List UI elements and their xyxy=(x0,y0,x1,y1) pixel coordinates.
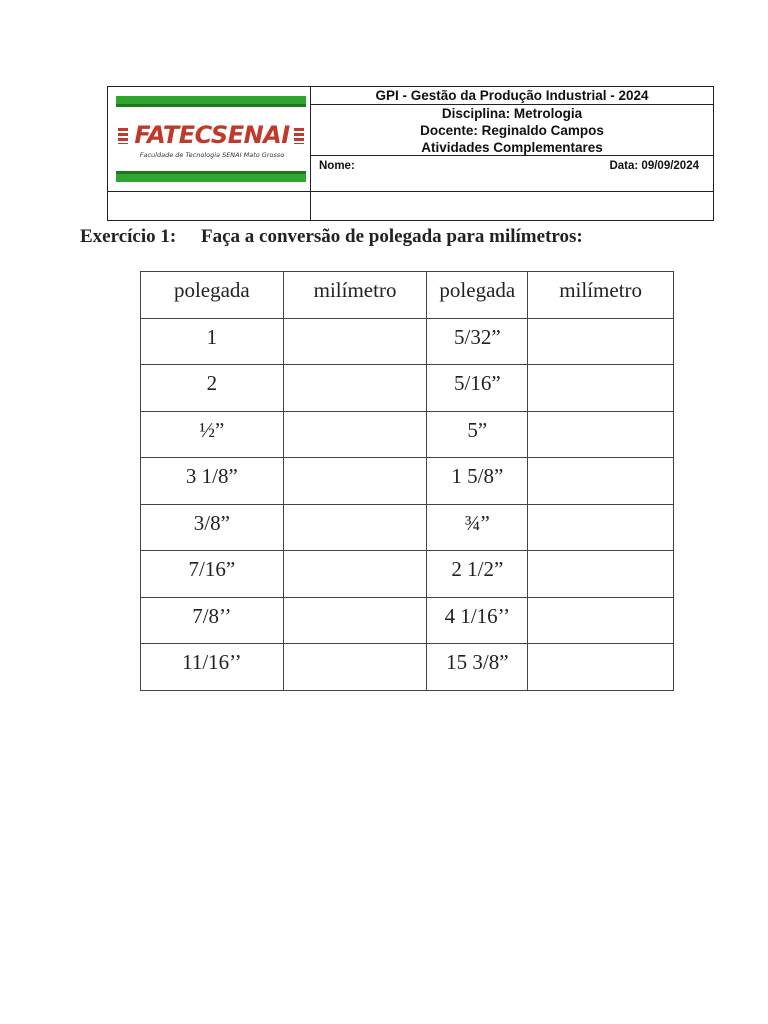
column-header: polegada xyxy=(427,272,528,319)
inch-value: ¾” xyxy=(427,504,528,551)
mm-answer-cell[interactable] xyxy=(283,644,427,691)
table-row xyxy=(141,551,674,598)
inch-value: 11/16’’ xyxy=(141,644,284,691)
mm-answer-cell[interactable] xyxy=(283,318,427,365)
column-header: milímetro xyxy=(283,272,427,319)
table-row xyxy=(141,318,674,365)
inch-value: 15 3/8” xyxy=(427,644,528,691)
logo-green-bar xyxy=(116,96,306,104)
inch-value: 7/16” xyxy=(141,551,284,598)
name-date-row xyxy=(311,155,713,191)
column-header: polegada xyxy=(141,272,284,319)
empty-cell xyxy=(108,191,311,220)
activity-line: Atividades Complementares xyxy=(421,140,603,155)
mm-answer-cell[interactable] xyxy=(528,318,674,365)
header-info xyxy=(311,87,713,191)
mm-answer-cell[interactable] xyxy=(283,597,427,644)
table-row xyxy=(141,458,674,505)
table-row xyxy=(141,644,674,691)
mm-answer-cell[interactable] xyxy=(283,365,427,412)
logo-green-bar xyxy=(116,104,306,107)
mm-answer-cell[interactable] xyxy=(283,411,427,458)
logo-name: FATECSENAI xyxy=(134,121,290,149)
inch-value: 3 1/8” xyxy=(141,458,284,505)
inch-value: 2 1/2” xyxy=(427,551,528,598)
table-row xyxy=(141,411,674,458)
logo-tagline: Faculdade de Tecnologia SENAI Mato Grosso xyxy=(139,151,285,159)
table-row xyxy=(141,365,674,412)
name-label: Nome: xyxy=(319,160,355,172)
table-header-row xyxy=(141,272,674,319)
course-title: GPI - Gestão da Produção Industrial - 2024 xyxy=(311,87,713,105)
exercise-number: Exercício 1: xyxy=(80,226,177,247)
inch-value: 5/16” xyxy=(427,365,528,412)
teacher-line: Docente: Reginaldo Campos xyxy=(420,123,604,138)
inch-value: 1 5/8” xyxy=(427,458,528,505)
logo-cell xyxy=(108,87,311,191)
exercise-instruction: Faça a conversão de polegada para milímetros: xyxy=(201,226,583,247)
table-row xyxy=(141,504,674,551)
conversion-table xyxy=(140,271,674,691)
inch-value: ½” xyxy=(141,411,284,458)
inch-value: 7/8’’ xyxy=(141,597,284,644)
mm-answer-cell[interactable] xyxy=(528,411,674,458)
logo-stripes-icon xyxy=(294,128,304,144)
mm-answer-cell[interactable] xyxy=(283,551,427,598)
inch-value: 5” xyxy=(427,411,528,458)
date-label: Data: 09/09/2024 xyxy=(609,160,699,172)
discipline-line: Disciplina: Metrologia xyxy=(441,106,583,121)
mm-answer-cell[interactable] xyxy=(528,644,674,691)
exercise-heading xyxy=(80,226,700,248)
inch-value: 4 1/16’’ xyxy=(427,597,528,644)
empty-cell xyxy=(311,191,713,220)
mm-answer-cell[interactable] xyxy=(283,504,427,551)
table-row xyxy=(141,597,674,644)
mm-answer-cell[interactable] xyxy=(528,458,674,505)
inch-value: 3/8” xyxy=(141,504,284,551)
inch-value: 5/32” xyxy=(427,318,528,365)
logo-stripes-icon xyxy=(118,128,128,144)
inch-value: 2 xyxy=(141,365,284,412)
mm-answer-cell[interactable] xyxy=(528,504,674,551)
document-header xyxy=(107,86,714,221)
fatec-senai-logo xyxy=(116,96,306,182)
mm-answer-cell[interactable] xyxy=(283,458,427,505)
mm-answer-cell[interactable] xyxy=(528,365,674,412)
mm-answer-cell[interactable] xyxy=(528,551,674,598)
logo-green-bar xyxy=(116,174,306,182)
inch-value: 1 xyxy=(141,318,284,365)
mm-answer-cell[interactable] xyxy=(528,597,674,644)
column-header: milímetro xyxy=(528,272,674,319)
